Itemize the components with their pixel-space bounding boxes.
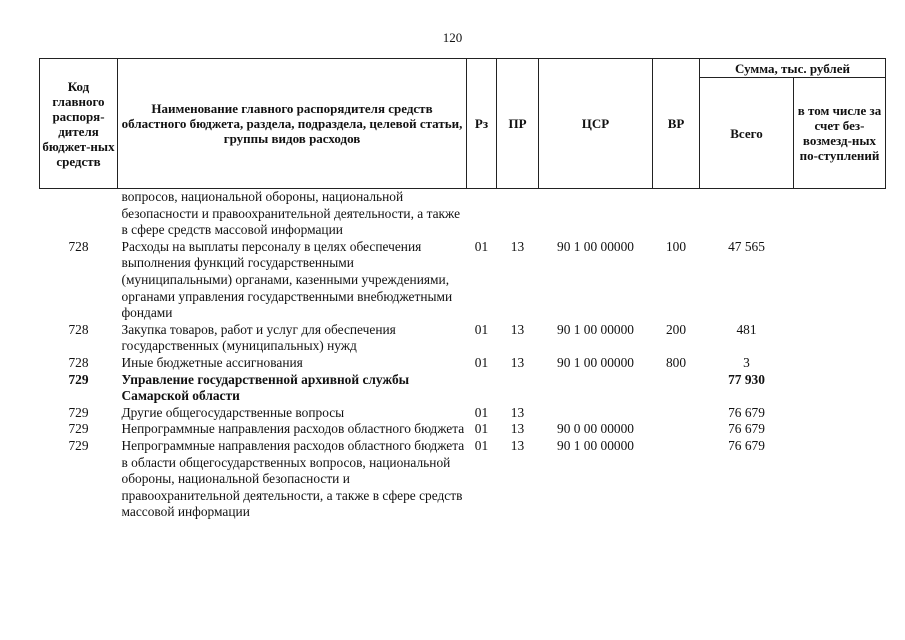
row-rz: 01 — [474, 321, 489, 337]
row-bezv — [794, 421, 886, 438]
table-header — [40, 59, 886, 189]
page-number: 120 — [442, 30, 463, 45]
row-csr: 90 1 00 00000 — [557, 321, 634, 337]
row-csr: 90 0 00 00000 — [557, 421, 634, 437]
header-name: Наименование главного распорядителя средств областного бюджета, раздела, подраздела, целевой статьи, группы видов расходов — [118, 59, 467, 189]
row-vr: 800 — [665, 354, 687, 370]
row-csr: 90 1 00 00000 — [557, 437, 634, 453]
row-vr: 200 — [665, 321, 687, 337]
table-body — [40, 189, 886, 521]
row-code: 729 — [68, 421, 89, 437]
row-total: 481 — [736, 321, 757, 337]
row-rz: 01 — [474, 437, 489, 453]
row-csr: 90 1 00 00000 — [557, 354, 634, 370]
row-rz: 01 — [474, 421, 489, 437]
row-name: Расходы на выплаты персоналу в целях обеспечения выполнения функций государственными (муниципальными) органами, казенными учреждениями, органами управления государственными внебюджетными фондами — [121, 238, 453, 321]
row-pr: 13 — [510, 404, 525, 420]
row-code: 729 — [68, 404, 89, 420]
row-total: 77 930 — [728, 371, 765, 387]
row-pr: 13 — [510, 437, 525, 453]
header-vr: ВР — [653, 59, 700, 189]
row-bezv — [794, 189, 886, 239]
row-pr: 13 — [510, 354, 525, 370]
row-pr — [497, 372, 539, 405]
row-bezv — [794, 322, 886, 355]
header-csr: ЦСР — [539, 59, 653, 189]
row-rz: 01 — [474, 238, 489, 254]
row-csr: 90 1 00 00000 — [557, 238, 634, 254]
row-vr: 100 — [665, 238, 687, 254]
row-csr — [539, 372, 653, 405]
row-csr — [539, 189, 653, 239]
row-code: 729 — [68, 437, 89, 453]
row-name: Другие общегосударственные вопросы — [121, 404, 345, 420]
header-bezv: в том числе за счет без-возмезд-ных по-ступлений — [794, 78, 886, 189]
row-name: Закупка товаров, работ и услуг для обеспечения государственных (муниципальных) нужд — [121, 321, 396, 354]
row-csr — [539, 405, 653, 422]
row-total: 3 — [743, 354, 750, 370]
row-code: 728 — [68, 238, 89, 254]
row-code — [40, 189, 118, 239]
row-name: вопросов, национальной обороны, национальной безопасности и правоохранительной деятельности, а также в сфере средств массовой информации — [121, 189, 461, 238]
header-sum: Сумма, тыс. рублей — [700, 59, 886, 78]
row-vr — [653, 189, 700, 239]
row-bezv — [794, 239, 886, 322]
row-vr — [653, 438, 700, 521]
table-row — [40, 322, 886, 355]
header-rz: Рз — [467, 59, 497, 189]
row-name: Непрограммные направления расходов областного бюджета — [121, 421, 465, 437]
table-row — [40, 405, 886, 422]
row-code: 728 — [68, 321, 89, 337]
header-total: Всего — [700, 78, 794, 189]
row-rz — [467, 372, 497, 405]
table-row — [40, 421, 886, 438]
row-name: Управление государственной архивной службы Самарской области — [121, 371, 410, 404]
row-bezv — [794, 405, 886, 422]
row-pr: 13 — [510, 238, 525, 254]
row-total: 76 679 — [728, 437, 765, 453]
row-pr — [497, 189, 539, 239]
row-rz: 01 — [474, 404, 489, 420]
row-name: Иные бюджетные ассигнования — [121, 354, 303, 370]
row-name: Непрограммные направления расходов областного бюджета в области общегосударственных вопросов, национальной обороны, национальной безопасности и правоохранительной деятельности, а также в сфере средств массовой информации — [121, 437, 465, 520]
row-total: 76 679 — [728, 404, 765, 420]
table-row — [40, 355, 886, 372]
table-row — [40, 239, 886, 322]
row-vr — [653, 372, 700, 405]
table-row — [40, 372, 886, 405]
row-total — [700, 189, 794, 239]
row-vr — [653, 421, 700, 438]
row-bezv — [794, 372, 886, 405]
row-code: 728 — [68, 354, 89, 370]
header-code: Код главного распоря-дителя бюджет-ных средств — [40, 59, 118, 189]
header-pr: ПР — [497, 59, 539, 189]
row-bezv — [794, 355, 886, 372]
row-pr: 13 — [510, 421, 525, 437]
row-rz: 01 — [474, 354, 489, 370]
row-bezv — [794, 438, 886, 521]
budget-table — [39, 58, 886, 521]
row-rz — [467, 189, 497, 239]
row-vr — [653, 405, 700, 422]
row-pr: 13 — [510, 321, 525, 337]
table-row — [40, 189, 886, 239]
row-code: 729 — [68, 371, 89, 387]
table-row — [40, 438, 886, 521]
row-total: 47 565 — [728, 238, 765, 254]
row-total: 76 679 — [728, 421, 765, 437]
